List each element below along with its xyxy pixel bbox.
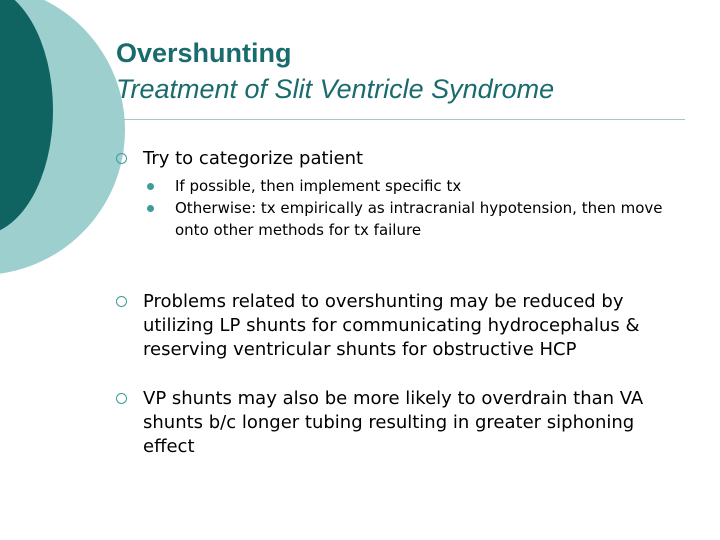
bullet-3-text: VP shunts may also be more likely to overdrain than VA shunts b/c longer tubing resulting in greater siphoning effect: [143, 388, 644, 457]
title-block: [116, 36, 554, 106]
bullet-ring-icon: [116, 393, 127, 404]
slide-subtitle: Treatment of Slit Ventricle Syndrome: [116, 74, 555, 104]
slide-title: Overshunting: [116, 38, 292, 68]
subbullet-dot-icon: [147, 205, 154, 212]
subbullet-dot-icon: [147, 183, 154, 190]
decorative-circles: [0, 0, 130, 300]
subbullet-1-text: If possible, then implement specific tx: [175, 177, 462, 195]
bullet-1-text: Try to categorize patient: [143, 148, 364, 169]
bullet-2-text: Problems related to overshunting may be reduced by utilizing LP shunts for communicating hydrocephalus & reserving ventricular shunts for obstructive HCP: [143, 291, 640, 360]
bullet-ring-icon: [116, 296, 127, 307]
bullet-ring-icon: [116, 153, 127, 164]
title-divider: [116, 119, 685, 120]
subbullet-2-text: Otherwise: tx empirically as intracranial hypotension, then move onto other methods for tx failure: [175, 199, 663, 239]
